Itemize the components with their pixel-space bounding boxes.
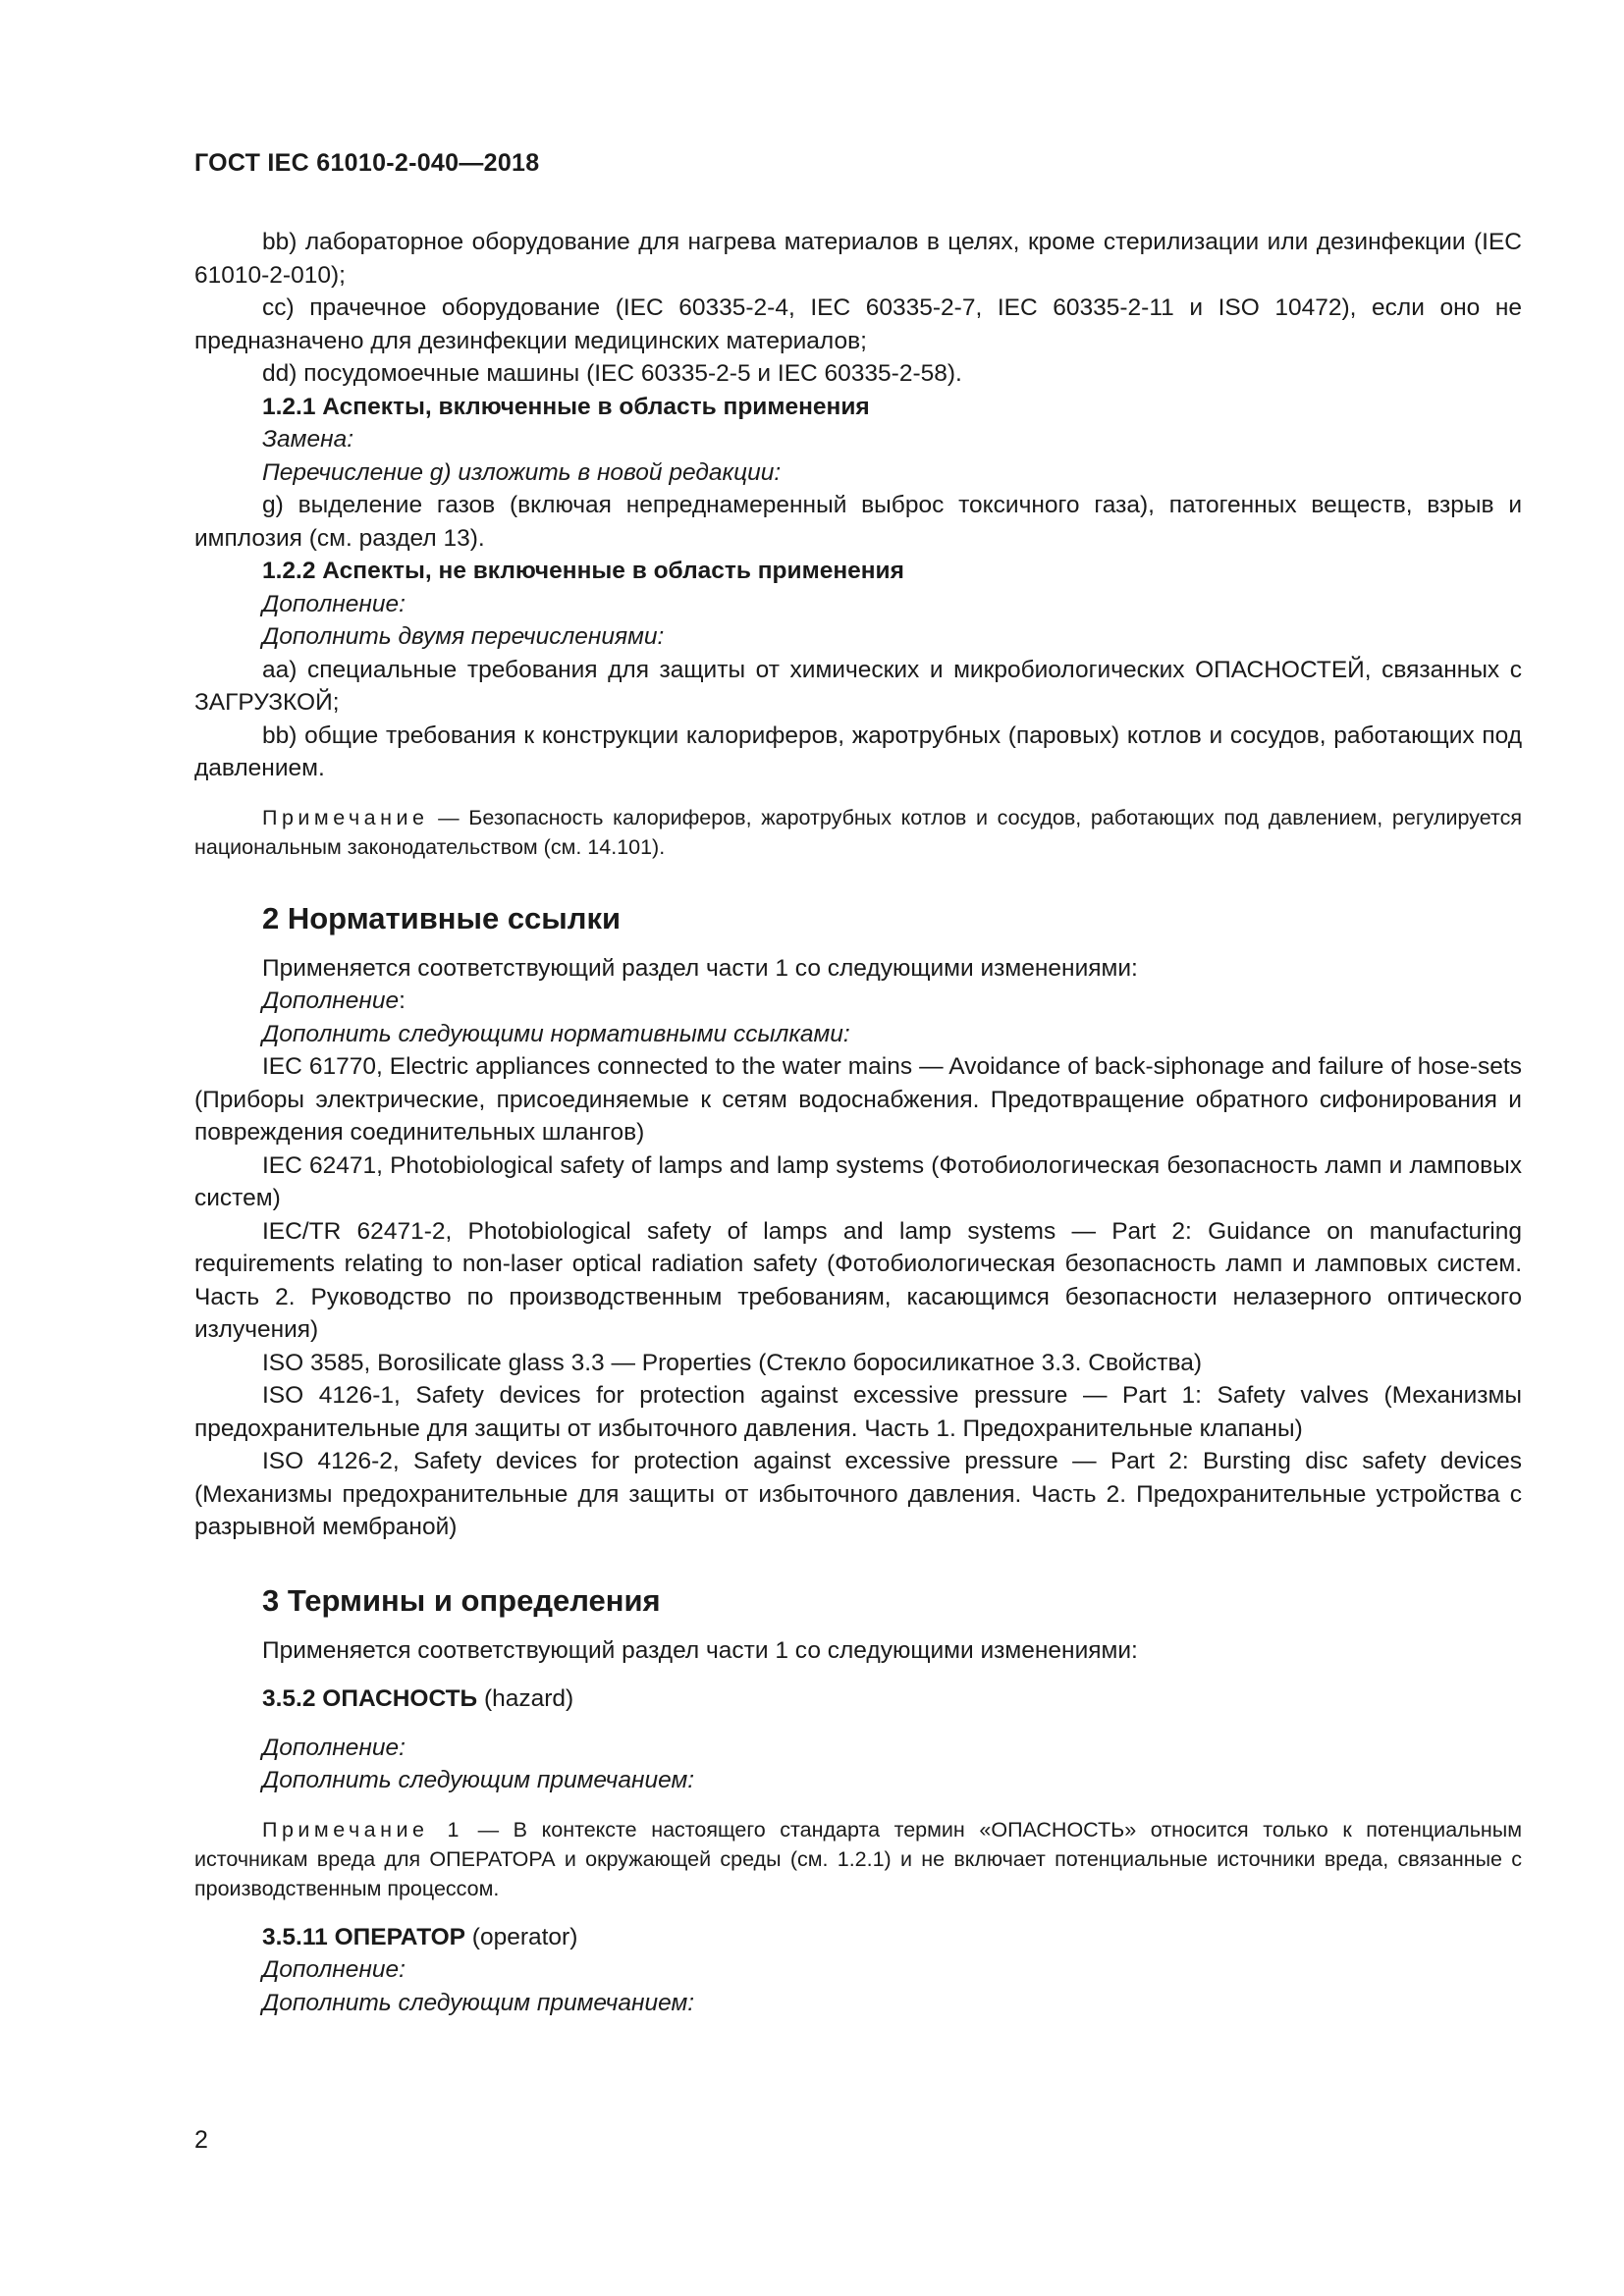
amendment-instruction: Дополнить следующим примечанием: [262, 1989, 695, 2016]
reference-iec-61770: IEC 61770, Electric appliances connected to the water mains — Avoidance of back-siphonage and failure of hose-sets (Приборы электрические, присоединяемые к сетям водоснабжения. Предотвращение обратного сифонирования и повреждения соединительных шлангов) [194, 1053, 1522, 1146]
amendment-type-add: Дополнение: [262, 1734, 406, 1761]
reference-iec-tr-62471-2: IEC/TR 62471-2, Photobiological safety of lamps and lamp systems — Part 2: Guidance on manufacturing requirements relating to non-laser optical radiation safety (Фотобиологическая безопасность ламп и ламповых систем. Часть 2. Руководство по производственным требованиям, касающимся безопасности нелазерного оптического излучения) [194, 1217, 1522, 1343]
note-text: — Безопасность калориферов, жаротрубных котлов и сосудов, работающих под давлением, регулируется национальным законодательством (см. 14.101). [194, 805, 1522, 859]
term-3-5-11 [194, 1921, 1522, 1954]
subsection-title-1-2-1: 1.2.1 Аспекты, включенные в область применения [262, 393, 870, 420]
section-intro: Применяется соответствующий раздел части 1 со следующими изменениями: [262, 1636, 1138, 1664]
amendment-instruction: Дополнить следующими нормативными ссылками: [262, 1020, 850, 1047]
amendment-type-add: Дополнение: [262, 1956, 406, 1983]
note-label: Примечание [262, 805, 429, 829]
note-paragraph [194, 803, 1522, 862]
reference-iso-3585: ISO 3585, Borosilicate glass 3.3 — Properties (Стекло боросиликатное 3.3. Свойства) [262, 1349, 1203, 1376]
amendment-type-add: Дополнение: [262, 590, 406, 617]
section-title-2: 2 Нормативные ссылки [262, 900, 622, 935]
section-intro: Применяется соответствующий раздел части 1 со следующими изменениями: [262, 954, 1138, 982]
subsection-title-1-2-2: 1.2.2 Аспекты, не включенные в область применения [262, 558, 904, 584]
amendment-instruction: Дополнить двумя перечислениями: [262, 623, 665, 650]
term-english: (operator) [465, 1923, 578, 1950]
amendment-instruction: Перечисление g) изложить в новой редакции: [262, 458, 782, 486]
list-item-cc: cc) прачечное оборудование (IEC 60335-2-4, IEC 60335-2-7, IEC 60335-2-11 и ISO 10472), если оно не предназначено для дезинфекции медицинских материалов; [194, 294, 1522, 354]
page-content [194, 226, 1522, 2019]
section-title-3: 3 Термины и определения [262, 1582, 661, 1618]
reference-iso-4126-2: ISO 4126-2, Safety devices for protection against excessive pressure — Part 2: Bursting disc safety devices (Механизмы предохранительные для защиты от избыточного давления. Часть 2. Предохранительные устройства с разрывной мембраной) [194, 1448, 1522, 1540]
note-paragraph [194, 1815, 1522, 1903]
list-item-g: g) выделение газов (включая непреднамеренный выброс токсичного газа), патогенных веществ, взрыв и имплозия (см. раздел 13). [194, 492, 1522, 552]
document-code-header: ГОСТ IEC 61010-2-040—2018 [194, 149, 540, 177]
list-item-dd: dd) посудомоечные машины (IEC 60335-2-5 и IEC 60335-2-58). [262, 360, 962, 387]
list-item-aa: aa) специальные требования для защиты от химических и микробиологических ОПАСНОСТЕЙ, связанных с ЗАГРУЗКОЙ; [194, 656, 1522, 716]
amendment-type-replace: Замена: [262, 426, 353, 453]
note-text: — В контексте настоящего стандарта термин «ОПАСНОСТЬ» относится только к потенциальным источникам вреда для ОПЕРАТОРА и окружающей среды (см. 1.2.1) и не включает потенциальные источники вреда, связанные с производственным процессом. [194, 1817, 1523, 1900]
reference-iso-4126-1: ISO 4126-1, Safety devices for protection against excessive pressure — Part 1: Safety valves (Механизмы предохранительные для защиты от избыточного давления. Часть 1. Предохранительные клапаны) [194, 1382, 1522, 1442]
reference-iec-62471: IEC 62471, Photobiological safety of lamps and lamp systems (Фотобиологическая безопасность ламп и ламповых систем) [194, 1151, 1522, 1211]
list-item-bb-2: bb) общие требования к конструкции калориферов, жаротрубных (паровых) котлов и сосудов, работающих под давлением. [194, 721, 1522, 781]
term-3-5-2 [194, 1682, 1522, 1716]
amendment-type-add [194, 985, 1522, 1018]
term-title: 3.5.11 ОПЕРАТОР [262, 1923, 465, 1950]
amendment-instruction: Дополнить следующим примечанием: [262, 1767, 695, 1793]
term-english: (hazard) [477, 1685, 574, 1712]
note-label: Примечание 1 [262, 1817, 463, 1842]
term-title: 3.5.2 ОПАСНОСТЬ [262, 1685, 478, 1712]
amendment-add-word: Дополнение [262, 988, 400, 1014]
list-item-bb: bb) лабораторное оборудование для нагрева материалов в целях, кроме стерилизации или дезинфекции (IEC 61010-2-010); [194, 229, 1522, 289]
page-number: 2 [194, 2126, 208, 2154]
amendment-add-colon: : [399, 988, 406, 1014]
